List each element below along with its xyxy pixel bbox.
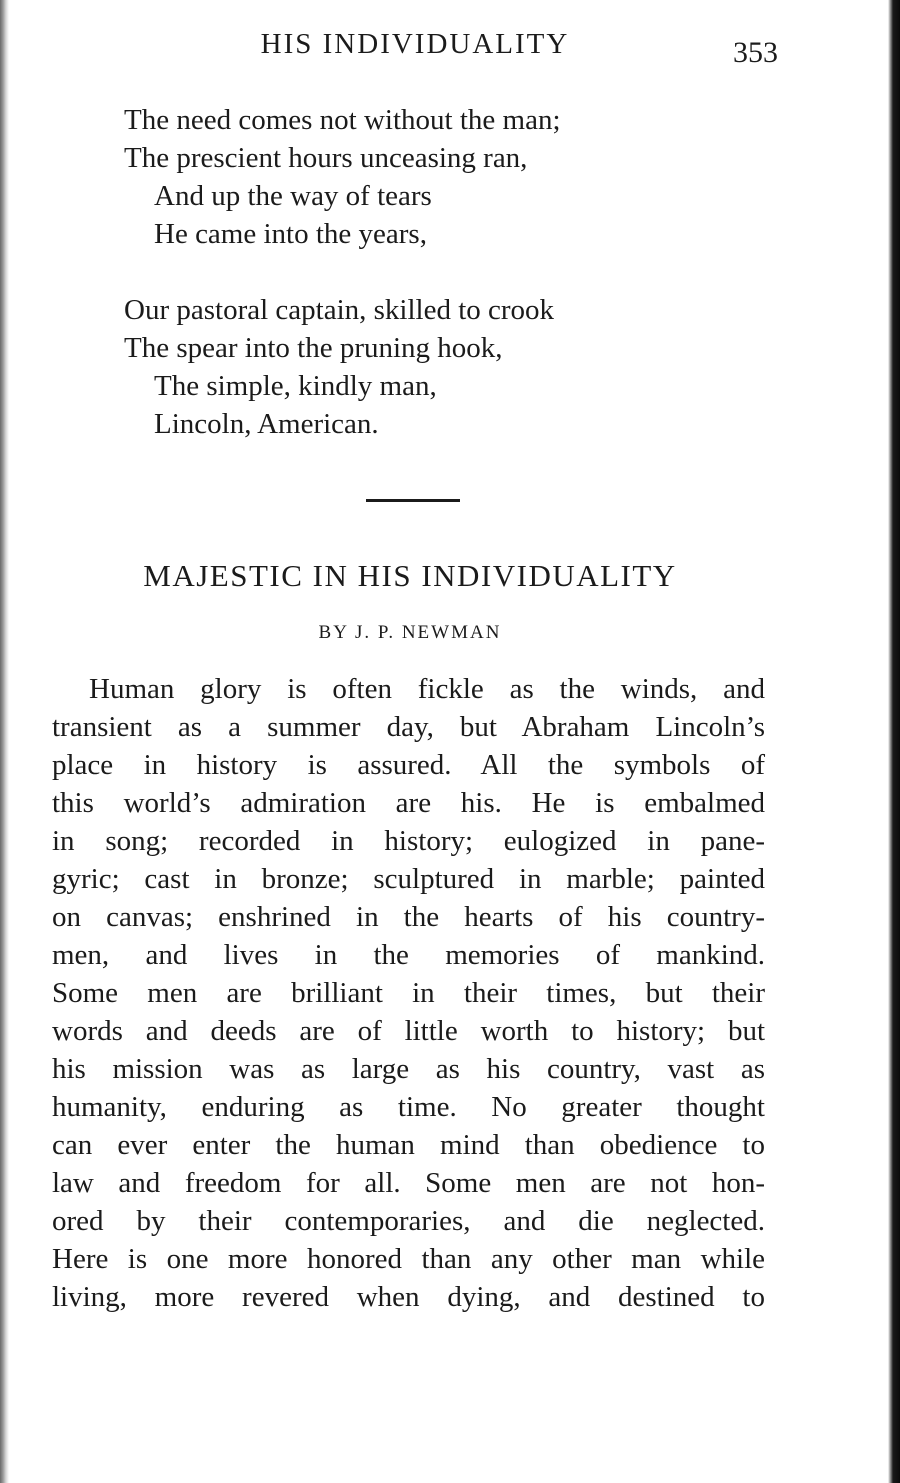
poem-line: The spear into the pruning hook, xyxy=(124,332,503,364)
page-number: 353 xyxy=(733,36,778,69)
poem-line: Our pastoral captain, skilled to crook xyxy=(124,294,555,326)
body-line: in song; recorded in history; eulogized in pane- xyxy=(52,825,765,857)
body-line: living, more revered when dying, and destined to xyxy=(52,1281,765,1313)
body-line: law and freedom for all. Some men are not hon- xyxy=(52,1167,765,1199)
body-line: on canvas; enshrined in the hearts of his country- xyxy=(52,901,765,933)
body-line: gyric; cast in bronze; sculptured in marble; painted xyxy=(52,863,765,895)
body-line: can ever enter the human mind than obedience to xyxy=(52,1129,765,1161)
poem-line: Lincoln, American. xyxy=(154,408,379,440)
body-line: place in history is assured. All the symbols of xyxy=(52,749,765,781)
body-line: humanity, enduring as time. No greater thought xyxy=(52,1091,765,1123)
body-line: Human glory is often fickle as the winds, and xyxy=(89,673,765,705)
poem-line: He came into the years, xyxy=(154,218,427,250)
body-line: Some men are brilliant in their times, but their xyxy=(52,977,765,1009)
section-title: MAJESTIC IN HIS INDIVIDUALITY xyxy=(143,558,677,593)
body-line: transient as a summer day, but Abraham Lincoln’s xyxy=(52,711,765,743)
body-line: words and deeds are of little worth to history; but xyxy=(52,1015,765,1047)
poem-line: The need comes not without the man; xyxy=(124,104,561,136)
poem-line: The simple, kindly man, xyxy=(154,370,437,402)
poem-line: The prescient hours unceasing ran, xyxy=(124,142,528,174)
page-right-edge xyxy=(888,0,900,1483)
body-line: men, and lives in the memories of mankind. xyxy=(52,939,765,971)
body-line: this world’s admiration are his. He is embalmed xyxy=(52,787,765,819)
section-divider xyxy=(366,499,460,502)
body-line: his mission was as large as his country, vast as xyxy=(52,1053,765,1085)
byline: BY J. P. NEWMAN xyxy=(318,622,502,643)
page-left-edge xyxy=(0,0,9,1483)
poem-line: And up the way of tears xyxy=(154,180,432,212)
running-head: HIS INDIVIDUALITY xyxy=(260,28,570,60)
body-line: Here is one more honored than any other man while xyxy=(52,1243,765,1275)
body-line: ored by their contemporaries, and die neglected. xyxy=(52,1205,765,1237)
